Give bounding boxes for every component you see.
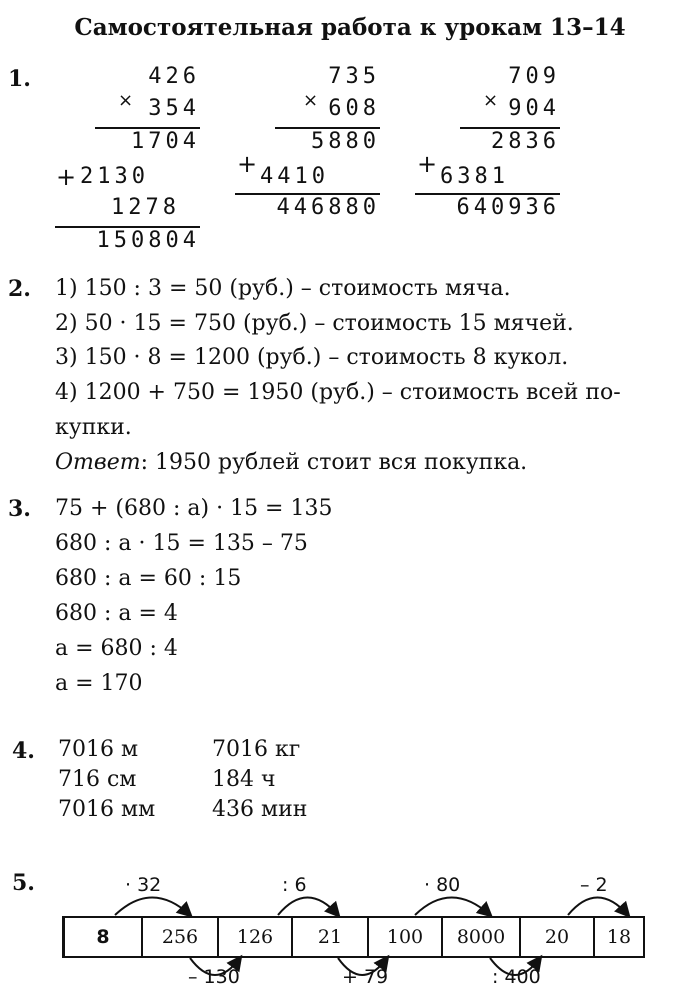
col3-result: 640936 bbox=[456, 195, 560, 220]
op-bottom-1: – 130 bbox=[188, 966, 240, 988]
task-3-line: 680 : a = 4 bbox=[55, 601, 178, 626]
chain-cell: 21 bbox=[293, 918, 369, 956]
col2-multiplier: 608 bbox=[328, 96, 380, 121]
op-bottom-2: + 79 bbox=[342, 966, 389, 988]
op-top-1: · 32 bbox=[125, 874, 162, 896]
task-3-line: a = 170 bbox=[55, 671, 143, 696]
answer-text: : 1950 рублей стоит вся покупка. bbox=[140, 450, 528, 475]
task-2-number: 2. bbox=[8, 276, 31, 302]
col1-multiplier: 354 bbox=[148, 96, 200, 121]
col1-multiplicand: 426 bbox=[148, 64, 200, 89]
col3-multiplicand: 709 bbox=[508, 64, 560, 89]
times-sign: × bbox=[483, 90, 499, 111]
col1-partial-1: 1704 bbox=[131, 129, 200, 154]
arrow-top-2 bbox=[278, 898, 338, 916]
task-2-line: 3) 150 · 8 = 1200 (руб.) – стоимость 8 кукол. bbox=[55, 345, 569, 370]
col1-result: 150804 bbox=[96, 228, 200, 253]
col1-partial-2: 2130 bbox=[80, 164, 149, 189]
col1-partial-3: 1278 bbox=[111, 195, 180, 220]
task-4-right: 7016 кг bbox=[212, 737, 301, 762]
task-4-left: 7016 мм bbox=[58, 797, 156, 822]
task-4-number: 4. bbox=[12, 738, 35, 764]
col3-multiplier: 904 bbox=[508, 96, 560, 121]
col3-partial-1: 2836 bbox=[491, 129, 560, 154]
chain-cell: 8 bbox=[65, 918, 143, 956]
task-3-line: a = 680 : 4 bbox=[55, 636, 178, 661]
col2-partial-2: 4410 bbox=[260, 164, 329, 189]
col3-partial-2: 6381 bbox=[440, 164, 509, 189]
task-3-line: 680 : a · 15 = 135 – 75 bbox=[55, 531, 308, 556]
arrow-top-4 bbox=[568, 898, 628, 916]
task-3-line: 680 : a = 60 : 15 bbox=[55, 566, 242, 591]
chain-cell: 126 bbox=[219, 918, 293, 956]
chain-cell: 20 bbox=[521, 918, 595, 956]
col2-result: 446880 bbox=[276, 195, 380, 220]
task-4-right: 436 мин bbox=[212, 797, 308, 822]
chain-cell: 256 bbox=[143, 918, 219, 956]
chain-cell: 8000 bbox=[443, 918, 521, 956]
col2-multiplicand: 735 bbox=[328, 64, 380, 89]
arrow-top-1 bbox=[115, 898, 190, 916]
task-2-answer bbox=[55, 450, 527, 475]
times-sign: × bbox=[303, 90, 319, 111]
answer-label: Ответ bbox=[55, 450, 141, 475]
task-2-line: 4) 1200 + 750 = 1950 (руб.) – стоимость всей по- bbox=[55, 380, 621, 405]
task-5-number: 5. bbox=[12, 870, 35, 896]
task-1-number: 1. bbox=[8, 66, 31, 92]
arrow-top-3 bbox=[415, 898, 490, 916]
plus-sign: + bbox=[237, 150, 258, 178]
task-4-right: 184 ч bbox=[212, 767, 276, 792]
op-bottom-3: : 400 bbox=[492, 966, 541, 988]
page-title: Самостоятельная работа к урокам 13–14 bbox=[74, 14, 626, 41]
op-top-3: · 80 bbox=[424, 874, 461, 896]
chain-cell: 18 bbox=[606, 926, 632, 948]
task-2-line: 1) 150 : 3 = 50 (руб.) – стоимость мяча. bbox=[55, 276, 511, 301]
task-2-line: купки. bbox=[55, 415, 132, 440]
op-top-4: – 2 bbox=[580, 874, 608, 896]
plus-sign: + bbox=[56, 163, 77, 191]
task-4-left: 7016 м bbox=[58, 737, 139, 762]
task-3-line: 75 + (680 : a) · 15 = 135 bbox=[55, 496, 333, 521]
task-4-left: 716 см bbox=[58, 767, 137, 792]
col2-partial-1: 5880 bbox=[311, 129, 380, 154]
op-top-2: : 6 bbox=[282, 874, 307, 896]
chain-cell: 100 bbox=[369, 918, 443, 956]
plus-sign: + bbox=[417, 150, 438, 178]
number-chain-table bbox=[62, 916, 645, 958]
task-3-number: 3. bbox=[8, 496, 31, 522]
times-sign: × bbox=[118, 90, 134, 111]
task-2-line: 2) 50 · 15 = 750 (руб.) – стоимость 15 мячей. bbox=[55, 311, 574, 336]
